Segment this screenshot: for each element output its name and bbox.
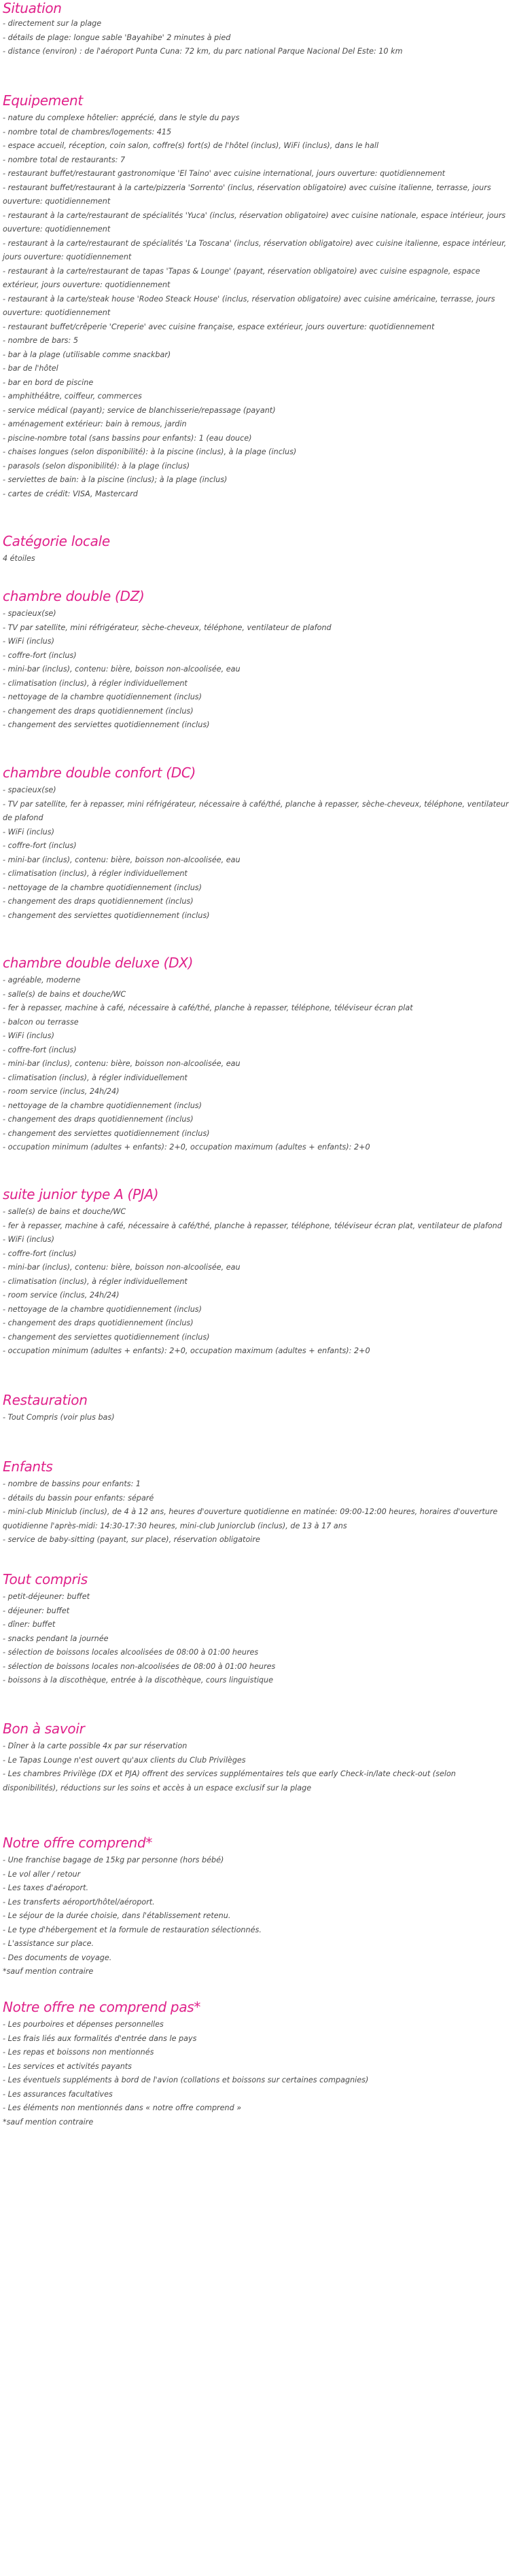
list-item: - espace accueil, réception, coin salon, coffre(s) fort(s) de l'hôtel (inclus), WiFi (inclus), dans le hall xyxy=(3,141,379,150)
section-title: Notre offre ne comprend pas* xyxy=(3,1999,201,2015)
list-item: - aménagement extérieur: bain à remous, jardin xyxy=(3,420,187,428)
list-item: - agréable, moderne xyxy=(3,976,81,985)
section-chambre-double-confort-dc xyxy=(3,765,511,923)
list-item: - L'assistance sur place. xyxy=(3,1939,94,1948)
section-tout-compris xyxy=(3,1571,511,1688)
section-categorie-locale xyxy=(3,533,511,566)
list-item: - bar à la plage (utilisable comme snackbar) xyxy=(3,350,171,359)
list-item: - climatisation (inclus), à régler individuellement xyxy=(3,869,188,878)
list-item: - nettoyage de la chambre quotidiennement (inclus) xyxy=(3,883,202,892)
list-item: - Les transferts aéroport/hôtel/aéroport. xyxy=(3,1897,155,1907)
section-title: Restauration xyxy=(3,1392,88,1408)
list-item: - climatisation (inclus), à régler individuellement xyxy=(3,678,188,688)
section-title: Notre offre comprend* xyxy=(3,1835,153,1851)
list-item: - occupation minimum (adultes + enfants): 2+0, occupation maximum (adultes + enfants): 2+0 xyxy=(3,1143,370,1152)
list-item: - changement des serviettes quotidiennement (inclus) xyxy=(3,1128,210,1138)
list-item: - Le Tapas Lounge n'est ouvert qu'aux clients du Club Privilèges xyxy=(3,1755,246,1765)
list-item: - bar en bord de piscine xyxy=(3,378,94,387)
list-item: - changement des serviettes quotidiennement (inclus) xyxy=(3,910,210,920)
list-item: - coffre-fort (inclus) xyxy=(3,650,77,660)
section-title: Bon à savoir xyxy=(3,1721,85,1737)
list-item: - amphithéâtre, coiffeur, commerces xyxy=(3,392,142,401)
list-item: - restaurant buffet/crêperie 'Creperie' avec cuisine française, espace extérieur, jours ouverture: quotidiennement xyxy=(3,322,435,331)
list-item: - nombre total de chambres/logements: 415 xyxy=(3,127,172,136)
list-item: - Les taxes d'aéroport. xyxy=(3,1883,89,1892)
list-item: - fer à repasser, machine à café, nécessaire à café/thé, planche à repasser, téléphone, téléviseur écran plat, ventilateur de plafond xyxy=(3,1221,502,1230)
list-item: - service médical (payant); service de blanchisserie/repassage (payant) xyxy=(3,405,276,415)
list-item: - salle(s) de bains et douche/WC xyxy=(3,989,126,999)
list-item: - Le type d'hébergement et la formule de restauration sélectionnés. xyxy=(3,1925,262,1934)
list-item: - Les frais liés aux formalités d'entrée dans le pays xyxy=(3,2034,197,2043)
list-item: - WiFi (inclus) xyxy=(3,1031,54,1040)
list-item: - boissons à la discothèque, entrée à la discothèque, cours linguistique xyxy=(3,1676,274,1685)
list-item: - Les repas et boissons non mentionnés xyxy=(3,2048,154,2057)
section-chambre-double-dz xyxy=(3,588,511,733)
list-item: - Dîner à la carte possible 4x par sur réservation xyxy=(3,1742,188,1750)
list-item: - coffre-fort (inclus) xyxy=(3,1249,77,1258)
list-item: - room service (inclus, 24h/24) xyxy=(3,1087,120,1096)
list-item: - chaises longues (selon disponibilité): à la piscine (inclus), à la plage (inclus) xyxy=(3,447,297,456)
section-title: Situation xyxy=(3,0,62,16)
list-item: - nombre de bars: 5 xyxy=(3,336,78,345)
list-item: *sauf mention contraire xyxy=(3,2117,94,2127)
section-bon-a-savoir xyxy=(3,1721,511,1795)
section-title: chambre double confort (DC) xyxy=(3,765,196,781)
list-item: - mini-club Miniclub (inclus), de 4 à 12 ans, heures d'ouverture quotidienne en matinée: 09:00-12:00 heures, horaires d'ouverture quotidienne l'après-midi: 14:30-17:30 heures, mini-club Juniorclub (inclus), de 13 à 17 ans xyxy=(3,1507,498,1530)
list-item: - Le vol aller / retour xyxy=(3,1869,81,1879)
list-item: - restaurant à la carte/restaurant de tapas 'Tapas & Lounge' (payant, réservation obligatoire) avec cuisine espagnole, espace extérieur, jours ouverture: quotidiennement xyxy=(3,266,480,289)
list-item: - Des documents de voyage. xyxy=(3,1953,112,1962)
section-restauration xyxy=(3,1392,511,1425)
list-item: - restaurant à la carte/steak house 'Rodeo Steack House' (inclus, réservation obligatoire) avec cuisine américaine, terrasse, jours ouverture: quotidiennement xyxy=(3,294,495,317)
list-item: - salle(s) de bains et douche/WC xyxy=(3,1207,126,1216)
section-title: chambre double deluxe (DX) xyxy=(3,955,194,971)
list-item: - TV par satellite, fer à repasser, mini réfrigérateur, nécessaire à café/thé, planche à repasser, sèche-cheveux, téléphone, ventilateur de plafond xyxy=(3,799,509,822)
list-item: - nettoyage de la chambre quotidiennement (inclus) xyxy=(3,1101,202,1110)
list-item: - Une franchise bagage de 15kg par personne (hors bébé) xyxy=(3,1856,224,1864)
list-item: - bar de l'hôtel xyxy=(3,364,58,373)
section-lines xyxy=(3,552,511,566)
list-item: - TV par satellite, mini réfrigérateur, sèche-cheveux, téléphone, ventilateur de plafond xyxy=(3,623,332,632)
section-situation xyxy=(3,0,511,59)
list-item: *sauf mention contraire xyxy=(3,1967,94,1976)
section-title: Equipement xyxy=(3,92,83,109)
list-item: - Les services et activités payants xyxy=(3,2061,132,2071)
section-lines xyxy=(3,2018,511,2129)
section-lines xyxy=(3,1590,511,1688)
list-item: - service de baby-sitting (payant, sur place), réservation obligatoire xyxy=(3,1535,260,1544)
section-lines xyxy=(3,1740,511,1795)
section-equipement xyxy=(3,92,511,501)
list-item: - directement sur la plage xyxy=(3,19,102,28)
list-item: - piscine-nombre total (sans bassins pour enfants): 1 (eau douce) xyxy=(3,433,252,443)
list-item: - dîner: buffet xyxy=(3,1620,56,1629)
list-item: - changement des draps quotidiennement (inclus) xyxy=(3,1319,194,1327)
section-title: suite junior type A (PJA) xyxy=(3,1186,159,1202)
list-item: - WiFi (inclus) xyxy=(3,827,54,836)
list-item: - snacks pendant la journée xyxy=(3,1634,109,1643)
list-item: - balcon ou terrasse xyxy=(3,1017,79,1027)
list-item: - changement des draps quotidiennement (inclus) xyxy=(3,897,194,906)
section-title: Tout compris xyxy=(3,1571,88,1587)
list-item: - nettoyage de la chambre quotidiennement (inclus) xyxy=(3,1304,202,1314)
list-item: - restaurant buffet/restaurant gastronomique 'El Taino' avec cuisine international, jours ouverture: quotidiennement xyxy=(3,169,446,178)
list-item: - Les chambres Privilège (DX et PJA) offrent des services supplémentaires tels que early Check-in/late check-out (selon disponibilités), réductions sur les soins et accès à un espace exclusif sur la plage xyxy=(3,1769,456,1792)
list-item: - Le séjour de la durée choisie, dans l'établissement retenu. xyxy=(3,1911,231,1920)
list-item: - climatisation (inclus), à régler individuellement xyxy=(3,1073,188,1082)
list-item: - mini-bar (inclus), contenu: bière, boisson non-alcoolisée, eau xyxy=(3,665,241,674)
list-item: - spacieux(se) xyxy=(3,786,56,794)
list-item: - fer à repasser, machine à café, nécessaire à café/thé, planche à repasser, téléphone, téléviseur écran plat xyxy=(3,1004,413,1012)
list-item: - Les pourboires et dépenses personnelles xyxy=(3,2020,164,2029)
list-item: - sélection de boissons locales non-alcoolisées de 08:00 à 01:00 heures xyxy=(3,1661,276,1671)
section-lines xyxy=(3,111,511,501)
section-enfants xyxy=(3,1458,511,1547)
list-item: - sélection de boissons locales alcoolisées de 08:00 à 01:00 heures xyxy=(3,1648,259,1657)
list-item: - nombre total de restaurants: 7 xyxy=(3,155,126,164)
list-item: - nature du complexe hôtelier: apprécié, dans le style du pays xyxy=(3,113,240,122)
section-suite-junior-type-a-pja xyxy=(3,1186,511,1359)
section-lines xyxy=(3,17,511,59)
list-item: - restaurant à la carte/restaurant de spécialités 'La Toscana' (inclus, réservation obligatoire) avec cuisine italienne, espace intérieur, jours ouverture: quotidiennement xyxy=(3,238,507,261)
list-item: - Les assurances facultatives xyxy=(3,2089,113,2099)
list-item: - détails du bassin pour enfants: séparé xyxy=(3,1493,154,1503)
list-item: - WiFi (inclus) xyxy=(3,637,54,646)
list-item: - coffre-fort (inclus) xyxy=(3,1045,77,1054)
list-item: - petit-déjeuner: buffet xyxy=(3,1592,90,1601)
section-lines xyxy=(3,1411,511,1425)
section-notre-offre-ne-comprend-pas xyxy=(3,1999,511,2129)
list-item: - mini-bar (inclus), contenu: bière, boisson non-alcoolisée, eau xyxy=(3,855,241,864)
list-item: - déjeuner: buffet xyxy=(3,1606,70,1615)
section-chambre-double-deluxe-dx xyxy=(3,955,511,1155)
section-lines xyxy=(3,1477,511,1547)
section-title: chambre double (DZ) xyxy=(3,588,145,604)
section-lines xyxy=(3,974,511,1155)
list-item: - nettoyage de la chambre quotidiennement (inclus) xyxy=(3,693,202,701)
list-item: - changement des draps quotidiennement (inclus) xyxy=(3,706,194,716)
list-item: - détails de plage: longue sable 'Bayahibe' 2 minutes à pied xyxy=(3,33,231,42)
list-item: - Les éléments non mentionnés dans « notre offre comprend » xyxy=(3,2103,242,2112)
list-item: - mini-bar (inclus), contenu: bière, boisson non-alcoolisée, eau xyxy=(3,1059,241,1068)
list-item: - restaurant buffet/restaurant à la carte/pizzeria 'Sorrento' (inclus, réservation obligatoire) avec cuisine italienne, terrasse, jours ouverture: quotidiennement xyxy=(3,183,491,206)
section-lines xyxy=(3,1854,511,1979)
section-lines xyxy=(3,1205,511,1359)
list-item: - serviettes de bain: à la piscine (inclus); à la plage (inclus) xyxy=(3,475,228,484)
list-item: - cartes de crédit: VISA, Mastercard xyxy=(3,489,138,498)
list-item: 4 étoiles xyxy=(3,554,35,563)
list-item: - distance (environ) : de l'aéroport Punta Cuna: 72 km, du parc national Parque Nacional Del Este: 10 km xyxy=(3,47,403,56)
list-item: - changement des draps quotidiennement (inclus) xyxy=(3,1115,194,1124)
list-item: - coffre-fort (inclus) xyxy=(3,841,77,850)
list-item: - changement des serviettes quotidiennement (inclus) xyxy=(3,1332,210,1342)
section-title: Catégorie locale xyxy=(3,533,110,549)
section-title: Enfants xyxy=(3,1458,53,1475)
list-item: - WiFi (inclus) xyxy=(3,1235,54,1244)
section-lines xyxy=(3,607,511,733)
list-item: - room service (inclus, 24h/24) xyxy=(3,1291,120,1300)
list-item: - changement des serviettes quotidiennement (inclus) xyxy=(3,720,210,729)
list-item: - mini-bar (inclus), contenu: bière, boisson non-alcoolisée, eau xyxy=(3,1263,241,1272)
list-item: - spacieux(se) xyxy=(3,609,56,618)
list-item: - restaurant à la carte/restaurant de spécialités 'Yuca' (inclus, réservation obligatoire) avec cuisine nationale, espace intérieur, jours ouverture: quotidiennement xyxy=(3,210,506,234)
section-notre-offre-comprend xyxy=(3,1835,511,1979)
list-item: - parasols (selon disponibilité): à la plage (inclus) xyxy=(3,461,190,471)
list-item: - nombre de bassins pour enfants: 1 xyxy=(3,1479,141,1488)
list-item: - climatisation (inclus), à régler individuellement xyxy=(3,1276,188,1286)
section-lines xyxy=(3,784,511,923)
list-item: - Les éventuels suppléments à bord de l'avion (collations et boissons sur certaines compagnies) xyxy=(3,2076,369,2084)
list-item: - occupation minimum (adultes + enfants): 2+0, occupation maximum (adultes + enfants): 2+0 xyxy=(3,1346,370,1355)
list-item: - Tout Compris (voir plus bas) xyxy=(3,1413,115,1422)
